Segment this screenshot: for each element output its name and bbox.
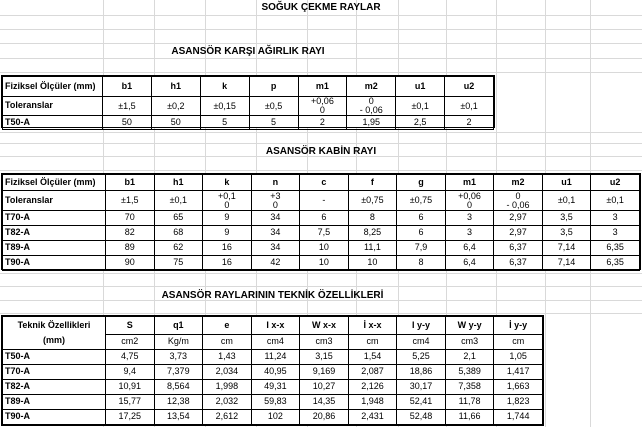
counterweight-section-title: ASANSÖR KARŞI AĞIRLIK RAYI [171,46,325,57]
value-cell[interactable]: 5,25 [397,350,446,365]
technical-section-title: ASANSÖR RAYLARININ TEKNİK ÖZELLİKLERİ [161,290,384,301]
value-cell[interactable]: 9,169 [300,365,349,380]
row-label-cell[interactable]: T82-A [3,226,106,241]
tolerance-cell[interactable] [251,191,300,211]
tolerance-line: ±0,1 [169,195,188,205]
column-header-cell[interactable]: u2 [445,77,494,97]
value-cell[interactable]: 11,66 [445,410,494,425]
column-header-cell[interactable]: W x-x [300,317,349,335]
unit-cell[interactable]: cm3 [300,335,349,350]
column-header-cell[interactable]: b1 [106,175,155,191]
value-cell[interactable]: 52,48 [397,410,446,425]
row-label-cell[interactable]: T89-A [3,395,106,410]
value-cell[interactable]: 10 [300,241,349,256]
value-cell[interactable]: 6,4 [445,256,494,271]
table-row [3,256,640,271]
gridline-horizontal [0,170,642,171]
tolerance-cell[interactable] [591,191,640,211]
value-cell[interactable]: 3,5 [542,226,591,241]
value-cell[interactable]: 2,1 [445,350,494,365]
value-cell[interactable]: 11,78 [445,395,494,410]
tolerance-cell[interactable] [397,191,446,211]
value-cell[interactable]: 2,126 [348,380,397,395]
value-cell[interactable]: 6,35 [591,256,640,271]
gridline-horizontal [0,72,642,73]
value-cell[interactable]: 10,91 [106,380,155,395]
value-cell[interactable]: 2,5 [396,116,445,130]
value-cell[interactable]: 7,14 [542,256,591,271]
value-cell[interactable]: 2,431 [348,410,397,425]
column-header-cell[interactable]: m1 [445,175,494,191]
value-cell[interactable]: 3,73 [154,350,203,365]
value-cell[interactable]: 8 [348,211,397,226]
header-label-cell[interactable] [3,317,106,350]
tolerance-line: ±0,1 [606,195,624,205]
value-cell[interactable]: 18,86 [397,365,446,380]
value-cell[interactable]: 1,663 [494,380,543,395]
value-cell[interactable]: 10 [348,256,397,271]
value-cell[interactable]: 1,43 [203,350,252,365]
tolerance-cell[interactable] [203,191,252,211]
column-header-cell[interactable]: İ y-y [494,317,543,335]
column-header-cell[interactable]: k [203,175,252,191]
value-cell[interactable]: 11,1 [348,241,397,256]
value-cell[interactable]: 65 [154,211,203,226]
value-cell[interactable]: 1,54 [348,350,397,365]
table-row [3,241,640,256]
value-cell[interactable]: 1,998 [203,380,252,395]
table-row [3,365,543,380]
column-header-cell[interactable]: u2 [591,175,640,191]
value-cell[interactable]: 10,27 [300,380,349,395]
value-cell[interactable]: 6,4 [445,241,494,256]
column-header-cell[interactable]: u1 [396,77,445,97]
value-cell[interactable]: 1,948 [348,395,397,410]
value-cell[interactable]: 4,75 [106,350,155,365]
value-cell[interactable]: 13,54 [154,410,203,425]
column-header-cell[interactable]: q1 [154,317,203,335]
column-header-cell[interactable]: b1 [103,77,152,97]
value-cell[interactable]: 1,05 [494,350,543,365]
tolerance-row [3,97,494,116]
value-cell[interactable]: 52,41 [397,395,446,410]
value-cell[interactable]: 7,5 [300,226,349,241]
tolerance-line: ±1,5 [121,195,139,205]
unit-cell[interactable]: cm [203,335,252,350]
value-cell[interactable]: 17,25 [106,410,155,425]
header-label-line1: Teknik Özellikleri [17,319,91,330]
value-cell[interactable]: 2 [298,116,347,130]
cabin-table [1,173,641,270]
value-cell[interactable]: 70 [106,211,155,226]
value-cell[interactable]: 68 [154,226,203,241]
value-cell[interactable]: 15,77 [106,395,155,410]
tolerance-line: ±1,5 [118,100,136,111]
value-cell[interactable]: 1,417 [494,365,543,380]
value-cell[interactable]: 16 [203,241,252,256]
tolerance-line: 0 [272,199,278,210]
value-cell[interactable]: 3,15 [300,350,349,365]
value-cell[interactable]: 7,358 [445,380,494,395]
row-label-cell[interactable]: T50-A [3,116,103,130]
value-cell[interactable]: 1,95 [347,116,396,130]
table-row [3,350,543,365]
tolerance-cell[interactable] [445,191,494,211]
value-cell[interactable]: 20,86 [300,410,349,425]
value-cell[interactable]: 50 [103,116,152,130]
column-header-cell[interactable]: f [348,175,397,191]
tolerance-cell[interactable] [445,97,494,116]
value-cell[interactable]: 9 [203,226,252,241]
tolerance-line: - [322,195,326,205]
value-cell[interactable]: 2,612 [203,410,252,425]
column-header-cell[interactable]: m2 [347,77,396,97]
tolerance-line: 0 [224,199,230,210]
value-cell[interactable]: 1,823 [494,395,543,410]
tolerance-line: ±0,5 [264,100,283,111]
header-row [3,77,494,97]
value-cell[interactable]: 2,087 [348,365,397,380]
tolerance-cell[interactable] [347,97,396,116]
table-row [3,395,543,410]
technical-table [1,315,544,426]
value-cell[interactable]: 1,744 [494,410,543,425]
value-cell[interactable]: 34 [251,241,300,256]
header-row [3,317,543,335]
table-row [3,410,543,425]
tolerance-cell[interactable] [300,191,349,211]
table-row [3,116,494,130]
value-cell[interactable]: 12,38 [154,395,203,410]
unit-cell[interactable]: Kg/m [154,335,203,350]
value-cell[interactable]: 82 [106,226,155,241]
tolerance-line: ±0,15 [213,100,236,111]
value-cell[interactable]: 9,4 [106,365,155,380]
value-cell[interactable]: 9 [203,211,252,226]
value-cell[interactable]: 2,97 [494,226,543,241]
tolerance-line: 0 [368,96,374,106]
gridline-horizontal [0,29,642,30]
value-cell[interactable]: 7,379 [154,365,203,380]
tolerance-line: +3 [270,190,281,201]
value-cell[interactable]: 16 [203,256,252,271]
value-cell[interactable]: 5 [200,116,249,130]
tolerance-cell[interactable] [542,191,591,211]
column-header-cell[interactable]: g [397,175,446,191]
value-cell[interactable]: 89 [106,241,155,256]
tolerance-cell[interactable] [298,97,347,116]
tolerance-cell[interactable] [200,97,249,116]
unit-cell[interactable]: cm [348,335,397,350]
tolerance-line: +0,06 [311,96,334,106]
value-cell[interactable]: 75 [154,256,203,271]
tolerance-cell[interactable] [154,191,203,211]
tolerance-line: ±0,75 [409,195,433,205]
tolerance-line: ±0,75 [361,195,384,205]
tolerance-line: +0,06 [458,190,481,201]
tolerance-cell[interactable] [396,97,445,116]
tolerance-cell[interactable] [249,97,298,116]
table-row [3,226,640,241]
column-header-cell[interactable]: m2 [494,175,543,191]
tolerance-line: - 0,06 [506,199,530,210]
value-cell[interactable]: 49,31 [251,380,300,395]
tolerance-cell[interactable] [106,191,155,211]
tolerance-line: ±0,1 [411,100,429,111]
table-row [3,211,640,226]
page-title: SOĞUK ÇEKME RAYLAR [261,2,381,13]
value-cell[interactable]: 11,24 [251,350,300,365]
value-cell[interactable]: 2,032 [203,395,252,410]
row-label-cell[interactable]: T89-A [3,241,106,256]
unit-cell[interactable]: cm4 [251,335,300,350]
tolerance-line: 0 [515,190,521,201]
tolerance-row [3,191,640,211]
value-cell[interactable]: 8 [397,256,446,271]
value-cell[interactable]: 59,83 [251,395,300,410]
value-cell[interactable]: 3 [591,226,640,241]
value-cell[interactable]: 5,389 [445,365,494,380]
gridline-horizontal [0,132,642,133]
value-cell[interactable]: 3 [445,226,494,241]
column-header-cell[interactable]: W y-y [445,317,494,335]
row-label-cell[interactable]: T70-A [3,365,106,380]
column-header-cell[interactable]: h1 [154,175,203,191]
header-label-cell[interactable]: Fiziksel Ölçüler (mm) [3,77,103,97]
value-cell[interactable]: 14,35 [300,395,349,410]
counterweight-table [1,75,495,128]
value-cell[interactable]: 50 [151,116,200,130]
tolerance-line: - 0,06 [359,105,383,115]
table-row [3,380,543,395]
row-label-cell[interactable]: T82-A [3,380,106,395]
column-header-cell[interactable]: c [300,175,349,191]
value-cell[interactable]: 90 [106,256,155,271]
column-header-cell[interactable]: S [106,317,155,335]
tolerance-line: +0,1 [217,190,236,201]
unit-cell[interactable]: cm2 [106,335,155,350]
value-cell[interactable]: 40,95 [251,365,300,380]
value-cell[interactable]: 6 [397,211,446,226]
column-header-cell[interactable]: k [200,77,249,97]
value-cell[interactable]: 10 [300,256,349,271]
column-header-cell[interactable]: e [203,317,252,335]
tolerance-cell[interactable] [151,97,200,116]
column-header-cell[interactable]: p [249,77,298,97]
value-cell[interactable]: 8,564 [154,380,203,395]
value-cell[interactable]: 6,37 [494,256,543,271]
column-header-cell[interactable]: u1 [542,175,591,191]
value-cell[interactable]: 62 [154,241,203,256]
value-cell[interactable]: 2,97 [494,211,543,226]
value-cell[interactable]: 42 [251,256,300,271]
tolerance-cell[interactable] [103,97,152,116]
column-header-cell[interactable]: I y-y [397,317,446,335]
value-cell[interactable]: 30,17 [397,380,446,395]
gridline-horizontal [0,313,642,314]
value-cell[interactable]: 6 [300,211,349,226]
tolerance-label-cell[interactable]: Toleranslar [3,97,103,116]
value-cell[interactable]: 7,14 [542,241,591,256]
value-cell[interactable]: 8,25 [348,226,397,241]
tolerance-label-cell[interactable]: Toleranslar [3,191,106,211]
unit-cell[interactable]: cm3 [445,335,494,350]
tolerance-line: 0 [319,105,325,115]
tolerance-line: ±0,2 [167,100,185,111]
header-row [3,175,640,191]
value-cell[interactable]: 2,034 [203,365,252,380]
value-cell[interactable]: 6 [397,226,446,241]
value-cell[interactable]: 2 [445,116,494,130]
tolerance-line: ±0,1 [557,195,576,205]
gridline-horizontal [0,286,642,287]
value-cell[interactable]: 34 [251,211,300,226]
value-cell[interactable]: 3 [591,211,640,226]
header-label-line2: (mm) [43,335,65,345]
column-header-cell[interactable]: İ x-x [348,317,397,335]
value-cell[interactable]: 34 [251,226,300,241]
tolerance-line: 0 [466,199,472,210]
unit-cell[interactable]: cm4 [397,335,446,350]
value-cell[interactable]: 7,9 [397,241,446,256]
row-label-cell[interactable]: T90-A [3,256,106,271]
value-cell[interactable]: 6,37 [494,241,543,256]
column-header-cell[interactable]: m1 [298,77,347,97]
tolerance-line: ±0,1 [460,100,478,111]
value-cell[interactable]: 6,35 [591,241,640,256]
gridline-horizontal [0,273,642,274]
value-cell[interactable]: 102 [251,410,300,425]
tolerance-cell[interactable] [494,191,543,211]
value-cell[interactable]: 3,5 [542,211,591,226]
tolerance-cell[interactable] [348,191,397,211]
value-cell[interactable]: 3 [445,211,494,226]
row-label-cell[interactable]: T70-A [3,211,106,226]
unit-cell[interactable]: cm [494,335,543,350]
column-header-cell[interactable]: n [251,175,300,191]
column-header-cell[interactable]: h1 [151,77,200,97]
cabin-section-title: ASANSÖR KABİN RAYI [265,146,377,157]
row-label-cell[interactable]: T50-A [3,350,106,365]
header-label-cell[interactable]: Fiziksel Ölçüler (mm) [3,175,106,191]
value-cell[interactable]: 5 [249,116,298,130]
column-header-cell[interactable]: I x-x [251,317,300,335]
row-label-cell[interactable]: T90-A [3,410,106,425]
